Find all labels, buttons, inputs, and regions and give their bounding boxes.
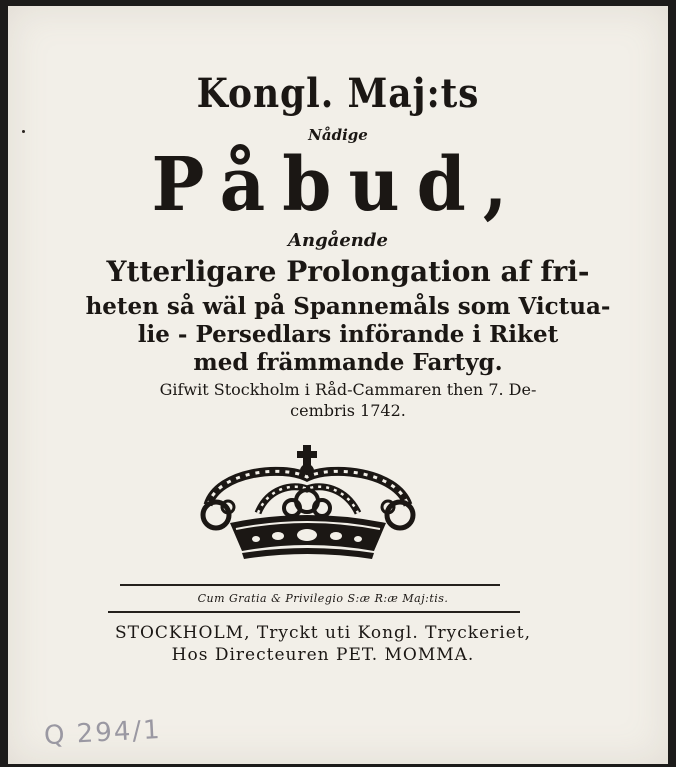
privilege-line: Cum Gratia & Privilegio S:æ R:æ Maj:tis.	[197, 592, 449, 605]
pencil-shelfmark: Q 294/1	[43, 714, 163, 752]
imprint-line-1: STOCKHOLM, Tryckt uti Kongl. Tryckeriet,	[114, 623, 531, 643]
body-line-3: lie - Persedlars införande i Riket	[137, 321, 559, 348]
divider-top	[120, 584, 500, 586]
title-kongl-majts: Kongl. Maj:ts	[196, 70, 480, 117]
title-pabud: Påbud,	[151, 142, 525, 228]
document-page	[8, 6, 668, 764]
divider-bottom	[108, 611, 520, 613]
body-line-2: heten så wäl på Spannemåls som Victua-	[85, 293, 611, 320]
date-line-1: Gifwit Stockholm i Råd-Cammaren then 7. De-	[159, 380, 537, 399]
title-angaende: Angående	[288, 230, 388, 251]
body-line-4: med främmande Fartyg.	[193, 349, 503, 376]
body-line-1: Ytterligare Prolongation af fri-	[106, 255, 590, 288]
date-line-2: cembris 1742.	[290, 401, 406, 420]
imprint-line-2: Hos Directeuren PET. MOMMA.	[171, 645, 475, 665]
crown-ornament-icon	[188, 443, 428, 568]
title-nadige: Nådige	[308, 126, 368, 144]
